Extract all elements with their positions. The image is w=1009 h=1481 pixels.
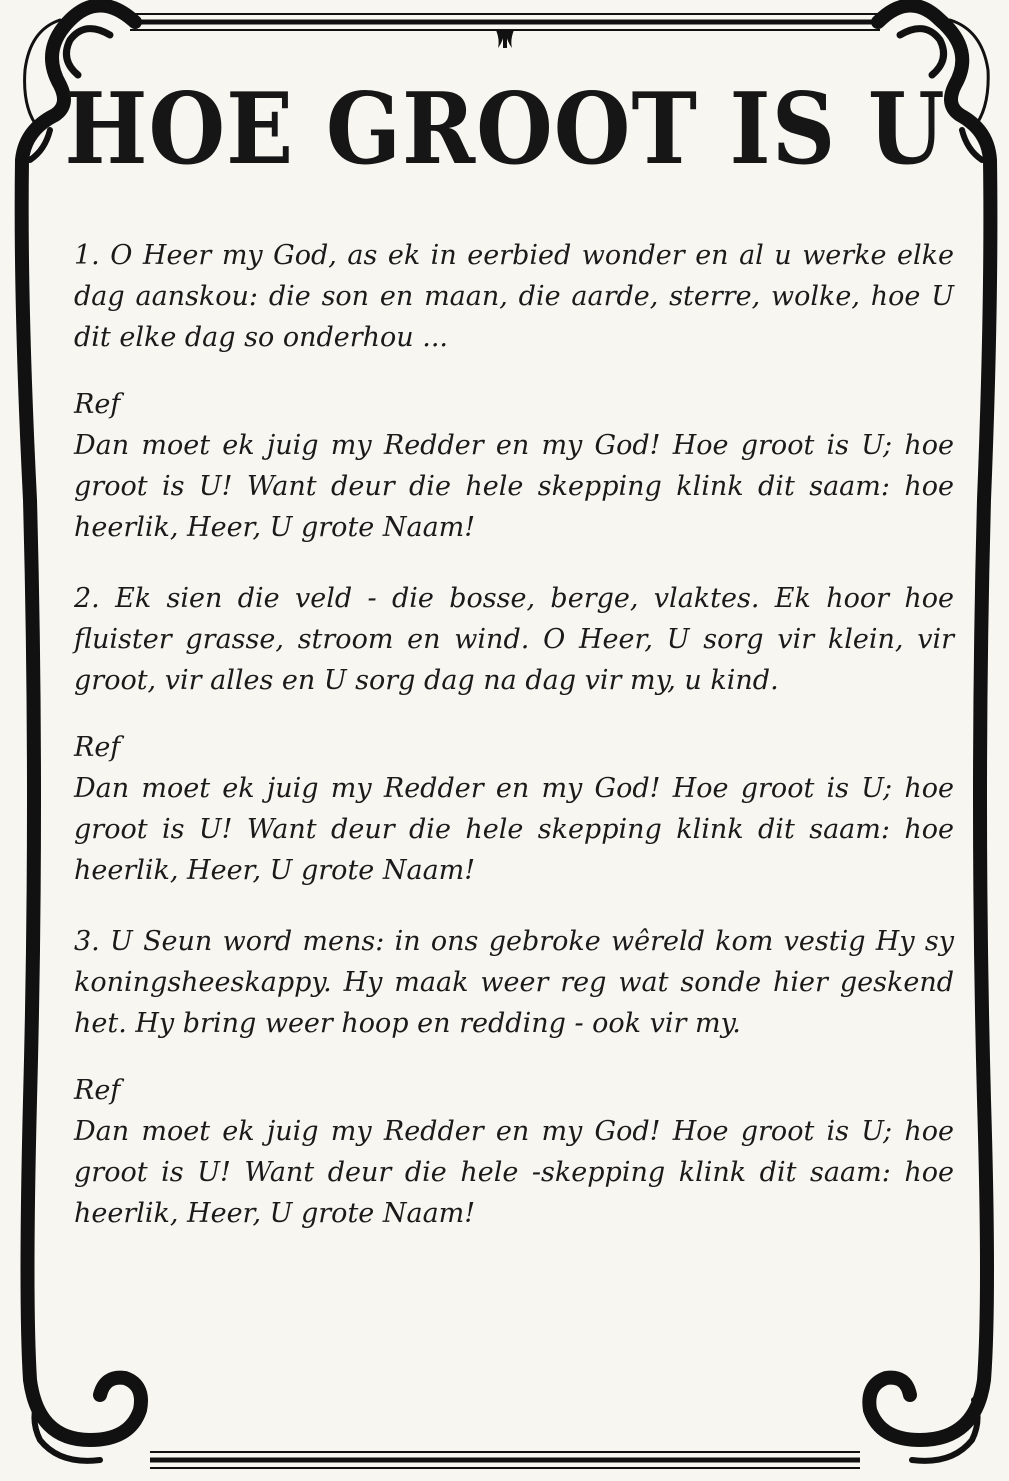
refrain-text: Dan moet ek juig my Redder en my God! Hoe groot is U; hoe groot is U! Want deur die hele skepping klink dit saam: hoe heerlik, Heer, U grote Naam!: [74, 773, 954, 886]
top-border: [130, 14, 880, 30]
verse-text: 1. O Heer my God, as ek in eerbied wonder en al u werke elke dag aanskou: die son en maan, die aarde, sterre, wolke, hoe U dit elke dag so onderhou ...: [74, 240, 954, 353]
verse-3: [74, 921, 954, 1234]
refrain-label: Ref: [74, 389, 121, 420]
refrain-label: Ref: [74, 1075, 121, 1106]
refrain-text: Dan moet ek juig my Redder en my God! Hoe groot is U; hoe groot is U! Want deur die hele skepping klink dit saam: hoe heerlik, Heer, U grote Naam!: [74, 430, 954, 543]
refrain-label: Ref: [74, 732, 121, 763]
verse-text: 2. Ek sien die veld - die bosse, berge, vlaktes. Ek hoor hoe fluister grasse, stroom en wind. O Heer, U sorg vir klein, vir groot, vir alles en U sorg dag na dag vir my, u kind.: [74, 583, 954, 696]
verse-text: 3. U Seun word mens: in ons gebroke wêreld kom vestig Hy sy koningsheeskappy. Hy maak weer reg wat sonde hier geskend het. Hy bring weer hoop en redding - ook vir my.: [74, 926, 954, 1039]
song-title: HOE GROOT IS U: [64, 70, 946, 187]
bottom-border: [150, 1452, 860, 1468]
verse-1: [74, 235, 954, 548]
refrain-text: Dan moet ek juig my Redder en my God! Hoe groot is U; hoe groot is U! Want deur die hele -skepping klink dit saam: hoe heerlik, Heer, U grote Naam!: [74, 1116, 954, 1229]
top-center-ornament-icon: [496, 30, 514, 48]
verse-spacer: [74, 891, 954, 921]
verse-2: [74, 578, 954, 891]
song-lyrics: [74, 235, 954, 1234]
verse-spacer: [74, 548, 954, 578]
